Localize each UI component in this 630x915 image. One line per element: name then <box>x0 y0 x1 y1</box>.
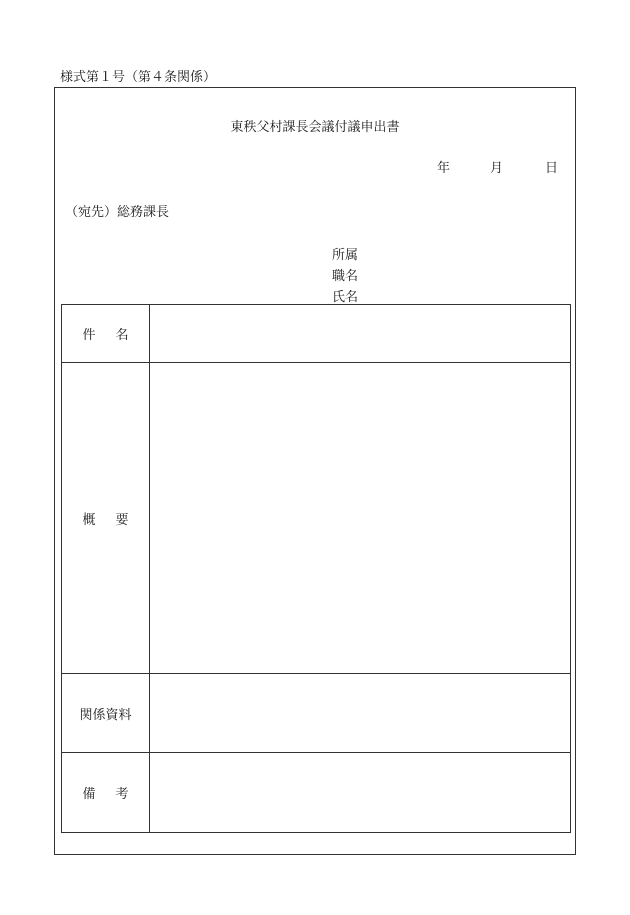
date-year-label: 年 <box>437 161 451 176</box>
name-label: 氏名 <box>332 290 359 305</box>
affiliation-label: 所属 <box>332 248 359 263</box>
related-materials-label-cell: 関係資料 <box>62 674 150 753</box>
summary-label-char-2: 要 <box>115 512 129 528</box>
application-table <box>61 304 571 833</box>
remarks-label-char-1: 備 <box>82 787 96 802</box>
addressee: （宛先）総務課長 <box>65 205 170 220</box>
application-form-frame <box>54 87 576 855</box>
remarks-label-cell <box>62 753 150 833</box>
table-row-related-materials <box>62 674 571 753</box>
table-row-remarks <box>62 753 571 833</box>
summary-label-cell <box>62 363 150 674</box>
table-row-summary <box>62 363 571 674</box>
table-row-subject <box>62 305 571 363</box>
subject-value-cell[interactable] <box>150 305 571 363</box>
subject-label-char-2: 名 <box>115 328 129 343</box>
related-materials-value-cell[interactable] <box>150 674 571 753</box>
form-number-label: 様式第１号（第４条関係） <box>60 70 217 85</box>
position-label: 職名 <box>332 269 359 284</box>
summary-value-cell[interactable] <box>150 363 571 674</box>
remarks-value-cell[interactable] <box>150 753 571 833</box>
date-month-label: 月 <box>490 161 504 176</box>
document-title: 東秩父村課長会議付議申出書 <box>230 120 400 135</box>
subject-label-char-1: 件 <box>82 328 96 343</box>
remarks-label-char-2: 考 <box>115 787 129 802</box>
summary-label-char-1: 概 <box>82 512 96 528</box>
date-day-label: 日 <box>545 161 559 176</box>
subject-label-cell <box>62 305 150 363</box>
